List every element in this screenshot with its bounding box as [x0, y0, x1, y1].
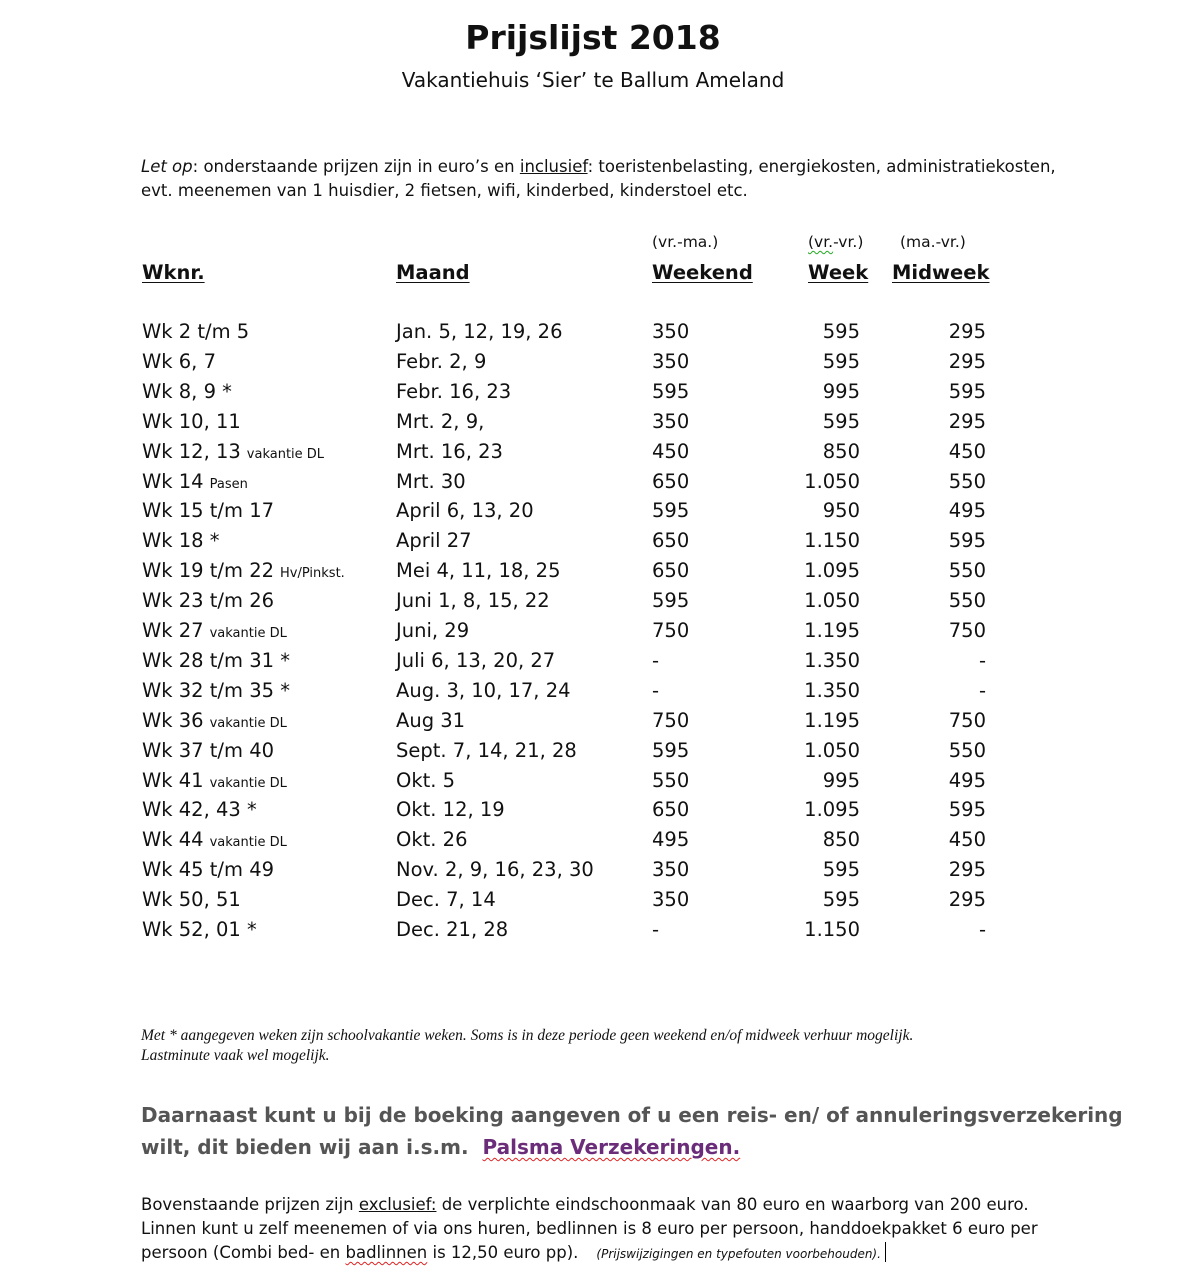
midweek-price-cell: 750 [948, 709, 986, 732]
weekend-price-cell: 595 [652, 380, 690, 403]
midweek-subheader: (ma.-vr.) [900, 233, 966, 251]
week-price-cell: 850 [822, 440, 860, 463]
table-row [0, 589, 1186, 618]
week-number-cell: Wk 36 vakantie DL [142, 709, 287, 732]
midweek-price-cell: 295 [948, 320, 986, 343]
table-row [0, 440, 1186, 469]
text-cursor [885, 1242, 886, 1262]
month-cell: Aug 31 [396, 709, 466, 732]
price-note: Let op: onderstaande prijzen zijn in euro’s en inclusief: toeristenbelasting, energiekosten, administratiekosten, evt. meenemen van 1 huisdier, 2 fietsen, wifi, kinderbed, kinderstoel etc. [141, 157, 1056, 200]
week-price-cell: 1.050 [804, 589, 860, 612]
week-number-cell: Wk 14 Pasen [142, 470, 248, 493]
month-cell: Mrt. 2, 9, [396, 410, 485, 433]
month-cell: Jan. 5, 12, 19, 26 [396, 320, 563, 343]
week-number-cell: Wk 8, 9 * [142, 380, 232, 403]
week-number-cell: Wk 18 * [142, 529, 220, 552]
page-subtitle: Vakantiehuis ‘Sier’ te Ballum Ameland [401, 68, 785, 92]
month-cell: Dec. 21, 28 [396, 918, 509, 941]
week-note: vakantie DL [209, 716, 287, 731]
week-subheader: (vr.-vr.) [808, 233, 864, 251]
midweek-price-cell: 295 [948, 888, 986, 911]
week-price-cell: 595 [822, 320, 860, 343]
midweek-price-cell: 750 [948, 619, 986, 642]
table-row [0, 828, 1186, 857]
table-row [0, 559, 1186, 588]
weekend-price-cell: 450 [652, 440, 690, 463]
weekend-price-cell: 650 [652, 470, 690, 493]
midweek-price-cell: 495 [948, 769, 986, 792]
weekend-price-cell: 595 [652, 739, 690, 762]
week-number-cell: Wk 2 t/m 5 [142, 320, 250, 343]
month-cell: Juni, 29 [396, 619, 470, 642]
weekend-price-cell: 550 [652, 769, 690, 792]
exclusief-text: exclusief: [358, 1195, 437, 1214]
insurance-note: Daarnaast kunt u bij de boeking aangeven of u een reis- en/ of annuleringsverzekering wilt, dit bieden wij aan i.s.m. Palsma Verzekeringen. [141, 1103, 1123, 1159]
week-number-cell: Wk 50, 51 [142, 888, 241, 911]
midweek-price-cell: 295 [948, 858, 986, 881]
week-price-cell: 1.050 [804, 739, 860, 762]
week-number-cell: Wk 41 vakantie DL [142, 769, 287, 792]
week-number-cell: Wk 52, 01 * [142, 918, 257, 941]
week-number-cell: Wk 23 t/m 26 [142, 589, 275, 612]
week-price-cell: 995 [822, 769, 860, 792]
month-cell: Sept. 7, 14, 21, 28 [396, 739, 577, 762]
header-week: Week [808, 261, 869, 284]
week-price-cell: 595 [822, 888, 860, 911]
midweek-price-cell: 295 [948, 410, 986, 433]
page-title: Prijslijst 2018 [465, 18, 721, 57]
midweek-price-cell: - [978, 918, 986, 941]
table-row [0, 739, 1186, 768]
month-cell: Dec. 7, 14 [396, 888, 496, 911]
month-cell: Febr. 2, 9 [396, 350, 487, 373]
header-weekend: Weekend [652, 261, 753, 284]
month-cell: Okt. 26 [396, 828, 468, 851]
midweek-price-cell: 595 [948, 380, 986, 403]
midweek-price-cell: - [978, 649, 986, 672]
weekend-price-cell: 350 [652, 320, 690, 343]
midweek-price-cell: 450 [948, 828, 986, 851]
header-wknr: Wknr. [142, 261, 205, 284]
weekend-price-cell: 650 [652, 798, 690, 821]
month-cell: Nov. 2, 9, 16, 23, 30 [396, 858, 594, 881]
week-number-cell: Wk 12, 13 vakantie DL [142, 440, 325, 463]
table-row [0, 529, 1186, 558]
week-price-cell: 1.095 [804, 798, 860, 821]
week-note: vakantie DL [209, 626, 287, 641]
week-price-cell: 1.150 [804, 529, 860, 552]
midweek-price-cell: 550 [948, 470, 986, 493]
week-price-cell: 595 [822, 350, 860, 373]
note-label: Let op [141, 157, 193, 176]
table-row [0, 470, 1186, 499]
weekend-price-cell: 750 [652, 709, 690, 732]
month-cell: Juli 6, 13, 20, 27 [396, 649, 556, 672]
week-number-cell: Wk 19 t/m 22 Hv/Pinkst. [142, 559, 345, 582]
midweek-price-cell: 550 [948, 559, 986, 582]
week-number-cell: Wk 32 t/m 35 * [142, 679, 290, 702]
week-price-cell: 1.095 [804, 559, 860, 582]
table-row [0, 619, 1186, 648]
weekend-price-cell: - [652, 679, 660, 702]
week-note: vakantie DL [209, 835, 287, 850]
weekend-price-cell: 495 [652, 828, 690, 851]
disclaimer: (Prijswijzigingen en typefouten voorbehouden). [596, 1247, 881, 1261]
midweek-price-cell: 550 [948, 589, 986, 612]
weekend-price-cell: - [652, 649, 660, 672]
weekend-price-cell: 595 [652, 589, 690, 612]
midweek-price-cell: - [978, 679, 986, 702]
week-price-cell: 995 [822, 380, 860, 403]
weekend-price-cell: 350 [652, 350, 690, 373]
week-price-cell: 950 [822, 499, 860, 522]
week-price-cell: 1.350 [804, 649, 860, 672]
week-note: Pasen [209, 477, 248, 492]
note-inclusief: inclusief [519, 157, 588, 176]
month-cell: Aug. 3, 10, 17, 24 [396, 679, 571, 702]
week-price-cell: 1.150 [804, 918, 860, 941]
weekend-subheader: (vr.-ma.) [652, 233, 719, 251]
week-note: vakantie DL [209, 776, 287, 791]
week-price-cell: 1.050 [804, 470, 860, 493]
month-cell: April 6, 13, 20 [396, 499, 534, 522]
week-number-cell: Wk 10, 11 [142, 410, 241, 433]
table-row [0, 649, 1186, 678]
weekend-price-cell: - [652, 918, 660, 941]
midweek-price-cell: 550 [948, 739, 986, 762]
table-row [0, 320, 1186, 349]
midweek-price-cell: 495 [948, 499, 986, 522]
month-cell: Juni 1, 8, 15, 22 [396, 589, 550, 612]
week-price-cell: 1.195 [804, 619, 860, 642]
weekend-price-cell: 350 [652, 858, 690, 881]
weekend-price-cell: 350 [652, 888, 690, 911]
week-price-cell: 595 [822, 410, 860, 433]
table-row [0, 709, 1186, 738]
midweek-price-cell: 595 [948, 798, 986, 821]
table-row [0, 380, 1186, 409]
week-number-cell: Wk 27 vakantie DL [142, 619, 287, 642]
table-row [0, 798, 1186, 827]
week-number-cell: Wk 42, 43 * [142, 798, 257, 821]
month-cell: Mrt. 16, 23 [396, 440, 503, 463]
table-row [0, 350, 1186, 379]
week-number-cell: Wk 37 t/m 40 [142, 739, 275, 762]
exclusions-note: Bovenstaande prijzen zijn exclusief: de verplichte eindschoonmaak van 80 euro en waarborg van 200 euro. Linnen kunt u zelf meenemen of via ons huren, bedlinnen is 8 euro per persoon, handdoekpakket 6 euro per persoon (Combi bed- en badlinnen is 12,50 euro pp). (Prijswijzigingen en typefouten voorbehouden). [141, 1195, 1038, 1262]
week-number-cell: Wk 6, 7 [142, 350, 216, 373]
midweek-price-cell: 450 [948, 440, 986, 463]
month-cell: Mei 4, 11, 18, 25 [396, 559, 561, 582]
month-cell: Okt. 5 [396, 769, 456, 792]
table-row [0, 918, 1186, 947]
week-price-cell: 850 [822, 828, 860, 851]
weekend-price-cell: 650 [652, 529, 690, 552]
month-cell: Okt. 12, 19 [396, 798, 505, 821]
month-cell: April 27 [396, 529, 472, 552]
week-price-cell: 1.350 [804, 679, 860, 702]
table-row [0, 410, 1186, 439]
weekend-price-cell: 650 [652, 559, 690, 582]
week-note: Hv/Pinkst. [280, 566, 345, 581]
week-note: vakantie DL [246, 447, 325, 462]
midweek-price-cell: 595 [948, 529, 986, 552]
midweek-price-cell: 295 [948, 350, 986, 373]
month-cell: Mrt. 30 [396, 470, 466, 493]
header-midweek: Midweek [892, 261, 990, 284]
table-row [0, 769, 1186, 798]
footnote: Met * aangegeven weken zijn schoolvakantie weken. Soms is in deze periode geen weekend en/of midweek verhuur mogelijk. Lastminute vaak wel mogelijk. [141, 1027, 914, 1064]
weekend-price-cell: 595 [652, 499, 690, 522]
month-cell: Febr. 16, 23 [396, 380, 512, 403]
table-row [0, 499, 1186, 528]
week-number-cell: Wk 28 t/m 31 * [142, 649, 290, 672]
header-maand: Maand [396, 261, 470, 284]
week-number-cell: Wk 44 vakantie DL [142, 828, 287, 851]
table-row [0, 888, 1186, 917]
week-number-cell: Wk 45 t/m 49 [142, 858, 275, 881]
weekend-price-cell: 350 [652, 410, 690, 433]
insurance-company: Palsma Verzekeringen. [482, 1135, 741, 1159]
week-number-cell: Wk 15 t/m 17 [142, 499, 275, 522]
table-row [0, 679, 1186, 708]
week-price-cell: 595 [822, 858, 860, 881]
table-row [0, 858, 1186, 887]
week-price-cell: 1.195 [804, 709, 860, 732]
weekend-price-cell: 750 [652, 619, 690, 642]
